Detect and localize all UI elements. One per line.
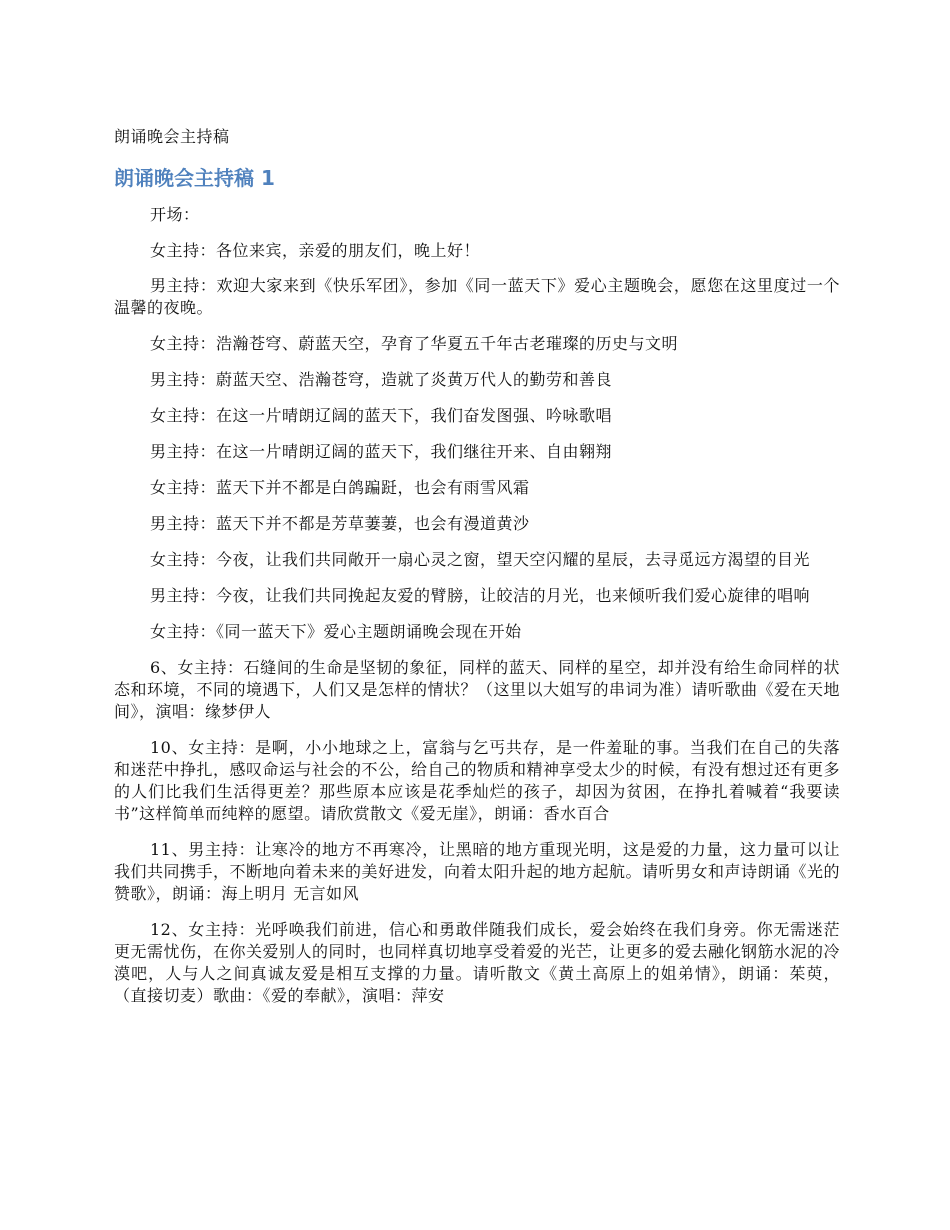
paragraph: 男主持：蔚蓝天空、浩瀚苍穹，造就了炎黄万代人的勤劳和善良 <box>150 370 613 389</box>
paragraph: 女主持：《同一蓝天下》爱心主题朗诵晚会现在开始 <box>150 622 522 641</box>
paragraph: 12、女主持：光呼唤我们前进，信心和勇敢伴随我们成长，爱会始终在我们身旁。你无需迷茫更无需忧伤，在你关爱别人的同时，也同样真切地享受着爱的光芒，让更多的爱去融化钢筋水泥的冷漠吧，人与人之间真诚友爱是相互支撑的力量。请听散文《黄土高原上的姐弟情》，朗诵：茱萸，（直接切麦）歌曲：《爱的奉献》，演唱：萍安 <box>114 920 841 1005</box>
paragraph: 女主持：蓝天下并不都是白鸽蹁跹，也会有雨雪风霜 <box>150 478 530 497</box>
paragraph: 男主持：今夜，让我们共同挽起友爱的臂膀，让皎洁的月光，也来倾听我们爱心旋律的唱响 <box>150 586 811 605</box>
paragraph: 6、女主持：石缝间的生命是坚韧的象征，同样的蓝天、同样的星空，却并没有给生命同样的状态和环境，不同的境遇下，人们又是怎样的情状？（这里以大姐写的串词为准）请听歌曲《爱在天地间》，演唱：缘梦伊人 <box>114 658 841 721</box>
paragraph: 11、男主持：让寒冷的地方不再寒冷，让黑暗的地方重现光明，这是爱的力量，这力量可以让我们共同携手，不断地向着未来的美好进发，向着太阳升起的地方起航。请听男女和声诗朗诵《光的赞歌》，朗诵：海上明月 无言如风 <box>114 840 841 903</box>
section-heading: 朗诵晚会主持稿 1 <box>114 166 275 190</box>
paragraph: 男主持：在这一片晴朗辽阔的蓝天下，我们继往开来、自由翱翔 <box>150 442 613 461</box>
paragraph: 10、女主持：是啊，小小地球之上，富翁与乞丐共存，是一件羞耻的事。当我们在自己的失落和迷茫中挣扎，感叹命运与社会的不公，给自己的物质和精神享受太少的时候，有没有想过还有更多的人们比我们生活得更差？那些原本应该是花季灿烂的孩子，却因为贫困，在挣扎着喊着“我要读书”这样简单而纯粹的愿望。请欣赏散文《爱无崖》，朗诵：香水百合 <box>114 738 841 823</box>
paragraph: 男主持：蓝天下并不都是芳草萋萋，也会有漫道黄沙 <box>150 514 530 533</box>
paragraph-opening: 开场： <box>150 205 200 224</box>
document-title: 朗诵晚会主持稿 <box>114 127 230 146</box>
paragraph: 女主持：在这一片晴朗辽阔的蓝天下，我们奋发图强、吟咏歌唱 <box>150 406 613 425</box>
paragraph: 女主持：各位来宾，亲爱的朋友们，晚上好！ <box>150 241 481 260</box>
paragraph: 女主持：浩瀚苍穹、蔚蓝天空，孕育了华夏五千年古老璀璨的历史与文明 <box>150 334 679 353</box>
paragraph: 男主持：欢迎大家来到《快乐军团》，参加《同一蓝天下》爱心主题晚会，愿您在这里度过一个温馨的夜晚。 <box>114 276 840 317</box>
document-body <box>114 204 840 1007</box>
paragraph: 女主持：今夜，让我们共同敞开一扇心灵之窗，望天空闪耀的星辰，去寻觅远方渴望的目光 <box>150 550 811 569</box>
